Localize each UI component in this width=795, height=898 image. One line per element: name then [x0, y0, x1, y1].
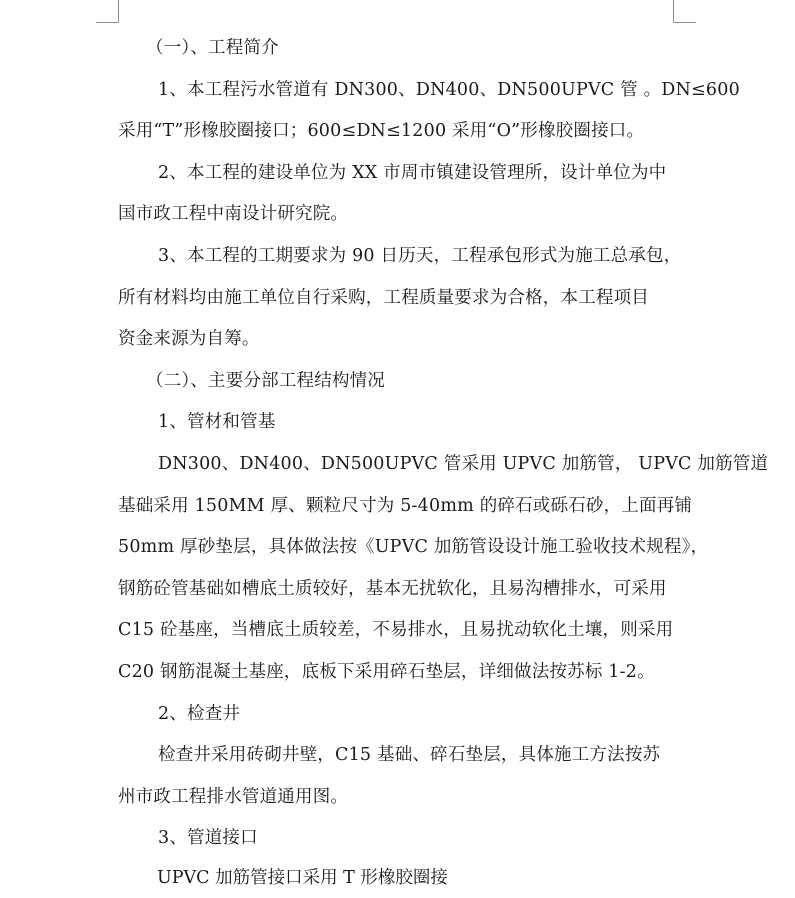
- paragraph-line: 基础采用 150MM 厚、颗粒尺寸为 5-40mm 的碎石或砾石砂，上面再铺: [118, 495, 693, 516]
- paragraph-line: 检查井采用砖砌井壁，C15 基础、碎石垫层，具体施工方法按苏: [158, 745, 661, 766]
- section-heading: （二）、主要分部工程结构情况: [146, 370, 386, 391]
- paragraph-line: 国市政工程中南设计研究院。: [118, 204, 349, 225]
- paragraph-line: C15 砼基座，当槽底土质较差，不易排水，且易扰动软化土壤，则采用: [118, 620, 674, 641]
- paragraph-line: 1、本工程污水管道有 DN300、DN400、DN500UPVC 管 。DN≤600: [158, 79, 740, 100]
- section-heading: （一）、工程简介: [146, 38, 279, 58]
- paragraph-line: 50mm 厚砂垫层，具体做法按《UPVC 加筋管设设计施工验收技术规程》，: [118, 537, 709, 558]
- paragraph-line: C20 钢筋混凝土基座，底板下采用碎石垫层，详细做法按苏标 1-2。: [118, 661, 655, 682]
- document-body: [118, 28, 769, 860]
- paragraph-line: DN300、DN400、DN500UPVC 管采用 UPVC 加筋管， UPVC 加筋管道: [158, 453, 769, 474]
- clipped-paragraph-line: UPVC 加筋管接口采用 T 形橡胶圈接: [157, 868, 448, 888]
- paragraph-line: 采用“T”形橡胶圈接口；600≤DN≤1200 采用“O”形橡胶圈接口。: [118, 121, 645, 142]
- page-corner-mark-right: [673, 0, 696, 23]
- subsection-heading: 2、检查井: [158, 703, 241, 724]
- paragraph-line: 所有材料均由施工单位自行采购，工程质量要求为合格，本工程项目: [118, 287, 649, 308]
- paragraph-line: 2、本工程的建设单位为 XX 市周市镇建设管理所，设计单位为中: [158, 162, 667, 183]
- paragraph-line: 钢筋砼管基础如槽底土质较好，基本无扰软化，且易沟槽排水，可采用: [118, 578, 667, 599]
- subsection-heading: 3、管道接口: [158, 828, 258, 849]
- page-corner-mark-left: [96, 0, 119, 23]
- paragraph-line: 资金来源为自筹。: [118, 329, 260, 350]
- subsection-heading: 1、管材和管基: [158, 412, 276, 433]
- paragraph-line: 3、本工程的工期要求为 90 日历天，工程承包形式为施工总承包，: [158, 245, 682, 266]
- paragraph-line: 州市政工程排水管道通用图。: [118, 786, 349, 807]
